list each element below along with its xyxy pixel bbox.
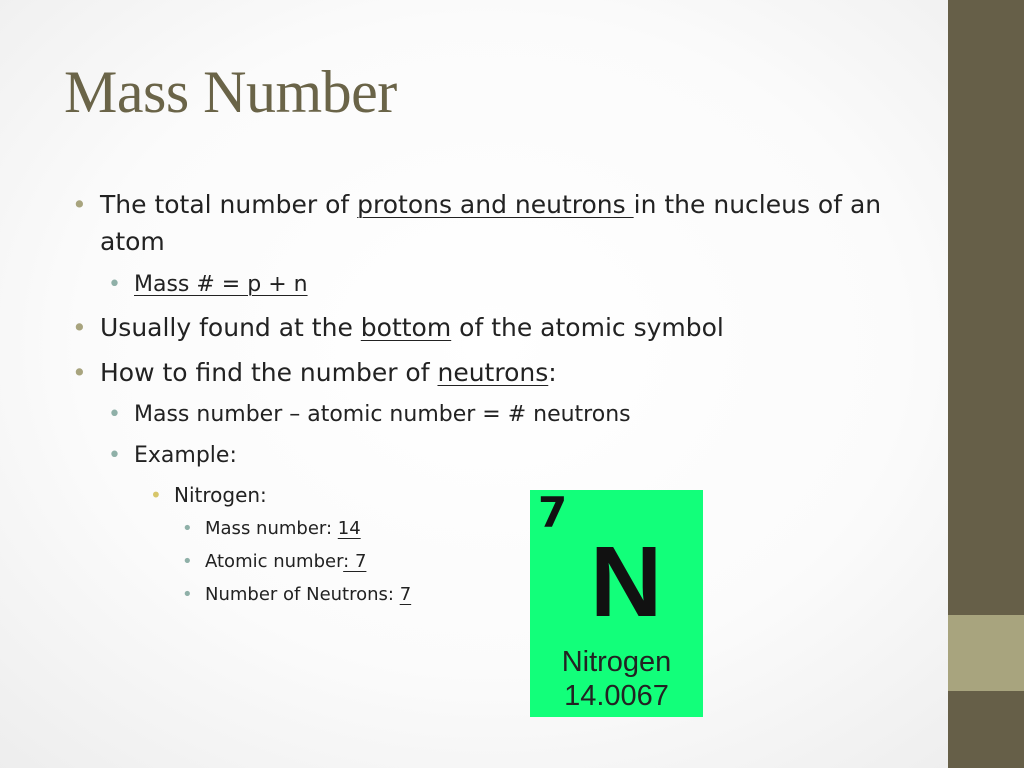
sidebar-decoration <box>948 0 1024 768</box>
sidebar-dark-block-top <box>948 0 1024 615</box>
element-symbol: N <box>590 526 663 638</box>
bullet-usually-found <box>100 309 724 346</box>
mass-number-label: Mass number: <box>205 518 338 539</box>
bullet-dot-icon: • <box>108 402 121 427</box>
bullet-text: of the atomic symbol <box>451 313 724 342</box>
bullet-total-number-line2: atom <box>100 227 165 256</box>
neutrons-emphasis: neutrons <box>437 358 549 387</box>
bullet-dot-icon: • <box>72 358 87 387</box>
slide-title: Mass Number <box>64 59 397 125</box>
bullet-nitrogen: Nitrogen: <box>174 483 267 507</box>
element-name: Nitrogen <box>561 646 672 678</box>
bullet-mass-number <box>205 516 361 542</box>
bullet-atomic-number <box>205 549 366 575</box>
protons-neutrons-emphasis: protons and neutrons <box>357 190 634 219</box>
bullet-text: Usually found at the <box>100 313 361 342</box>
sidebar-dark-block-bottom <box>948 691 1024 768</box>
bullet-dot-icon: • <box>182 518 193 539</box>
mass-formula-text: Mass # = p + n <box>134 272 308 297</box>
bullet-example: Example: <box>134 443 237 468</box>
bullet-dot-icon: • <box>72 190 87 219</box>
bullet-total-number <box>100 186 881 223</box>
bullet-dot-icon: • <box>182 551 193 572</box>
element-atomic-mass: 14.0067 <box>564 680 669 712</box>
bullet-dot-icon: • <box>182 584 193 605</box>
nitrogen-element-card <box>530 490 703 717</box>
element-atomic-number: 7 <box>538 488 568 537</box>
bullet-neutron-formula: Mass number – atomic number = # neutrons <box>134 402 631 427</box>
mass-number-value: 14 <box>337 518 361 539</box>
atomic-number-value: : 7 <box>343 551 367 572</box>
bullet-mass-formula <box>134 270 308 300</box>
sidebar-accent-block <box>948 615 1024 691</box>
neutrons-value: 7 <box>399 584 412 605</box>
bullet-dot-icon: • <box>150 483 162 507</box>
bullet-dot-icon: • <box>108 272 121 297</box>
neutrons-label: Number of Neutrons: <box>205 584 400 605</box>
bullet-dot-icon: • <box>72 313 87 342</box>
bullet-text: in the nucleus of an <box>633 190 882 219</box>
bullet-dot-icon: • <box>108 443 121 468</box>
bullet-number-of-neutrons <box>205 582 411 608</box>
bullet-how-to-find <box>100 354 557 391</box>
bullet-text: How to find the number of <box>100 358 438 387</box>
bullet-text: : <box>548 358 557 387</box>
bullet-text: The total number of <box>100 190 358 219</box>
bottom-emphasis: bottom <box>360 313 452 342</box>
atomic-number-label: Atomic number <box>205 551 344 572</box>
